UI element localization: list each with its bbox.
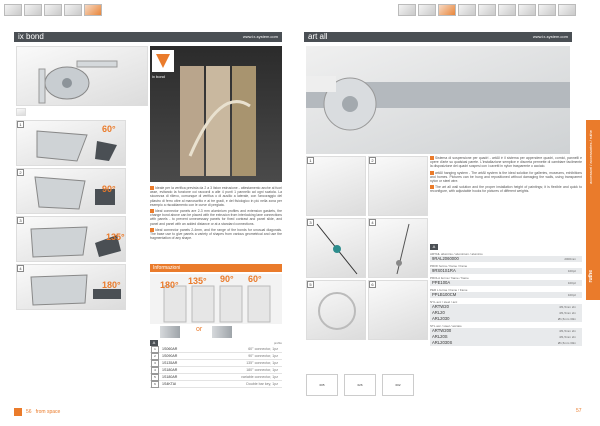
product-code-row — [430, 292, 582, 298]
figure-number: 3 — [17, 217, 24, 224]
page-marker-icon — [14, 408, 22, 416]
product-value: Ø1,5mm 2m — [559, 311, 576, 315]
row-number: 2 — [151, 353, 159, 360]
product-group — [430, 300, 582, 322]
part-description: 180° connector, 1pz — [246, 368, 278, 372]
left-paragraph-3: Ideal connector panels 2-4mm, and the range of the bonds for unusual diagonals. The base use to give panels a variety of shapes from various geometrical and use the fragmentation of any shape. — [150, 227, 282, 241]
row-number: 1 — [151, 346, 159, 353]
figure-number: 6 — [369, 281, 376, 288]
table-row — [150, 346, 282, 353]
angle-60: 60° — [248, 274, 262, 284]
table-row — [150, 353, 282, 360]
figure-number: 2 — [17, 169, 24, 176]
row-number: 5 — [151, 374, 159, 381]
figure-number: 3 — [307, 219, 314, 226]
right-paragraph-1: Sistema di sospensione per quadri - artAll è il sistema per appendere quadri, cornici, pannelli e opere d'arte su qualsiasi parete. L'installazione semplice e discreta permette di cambiare facilmente la disposizione dei quadri sospesi con i cavetti in nylon trasparente o acciaio. — [430, 156, 582, 169]
product-code: PPE100A — [432, 280, 451, 285]
left-body-text — [150, 186, 282, 240]
figure-number: 1 — [307, 157, 314, 164]
product-value: Ø1,5mm 2m — [559, 335, 576, 339]
angle-180: 180° — [160, 280, 179, 290]
product-code-row — [430, 268, 582, 274]
hook-photo-2 — [368, 156, 428, 216]
part-description: Double bar key, 1pz — [246, 382, 278, 386]
group-head: PER L ferma / frame / frame — [430, 288, 468, 292]
figure-number: 2 — [369, 157, 376, 164]
product-code: ARL20S — [432, 334, 448, 339]
product-value: 2000mm — [564, 257, 576, 261]
part-code: 1S4KTAI — [162, 382, 177, 386]
product-value: Ø1,5mm 2m — [559, 305, 576, 309]
right-page-url: www.ix-system.com — [532, 34, 568, 39]
right-paragraph-3: The art all wall solution and the proper installation height of paintings; it is flexible and quick to reconfigure, with adjustable hooks for pictures of different weights. — [430, 185, 582, 194]
table-row — [150, 367, 282, 374]
row-number: 6 — [151, 381, 159, 388]
nav-thumb[interactable] — [44, 4, 62, 16]
size-icons — [306, 344, 428, 402]
nav-thumb-active[interactable] — [438, 4, 456, 16]
left-paragraph-2: Ideal connector panels are 2-3 mm aluminium profiles and extension gaskets, the change bond above can be placed with the extrusion from interlocking lane connections with panels - to prevent unnecessary panels for fixed contrast and panel slide, and panel and panel with an added distance or at a standard connections. — [150, 209, 282, 226]
angle-diagram — [150, 274, 282, 324]
part-code: 1S090AR — [162, 354, 178, 358]
table-column-head: profilo — [273, 341, 282, 345]
hook-photo-3 — [368, 280, 428, 340]
degree-180-label: 180° — [102, 280, 121, 290]
product-code: ARTW200 — [432, 328, 452, 333]
table-row — [150, 381, 282, 388]
product-group — [430, 252, 582, 262]
left-footer — [14, 408, 60, 416]
figure-number: 4 — [17, 265, 24, 272]
size-box: 002 — [382, 374, 414, 396]
part-code: 1S180AR — [162, 368, 178, 372]
coil-photo — [306, 280, 366, 340]
product-code-row — [430, 316, 582, 322]
nav-thumb[interactable] — [538, 4, 556, 16]
product-code: ARL20 — [432, 310, 445, 315]
section-letter: A — [150, 340, 158, 346]
left-page-url: www.ix-system.com — [242, 34, 278, 39]
left-top-nav — [4, 4, 102, 16]
nav-thumb-active[interactable] — [84, 4, 102, 16]
product-code: ARTW20 — [432, 304, 449, 309]
product-code: PPLB100CM — [432, 292, 457, 297]
product-code-table — [430, 252, 582, 348]
right-top-nav — [398, 4, 576, 16]
side-tab-label: ruthe — [588, 270, 594, 283]
nav-thumb[interactable] — [478, 4, 496, 16]
parts-table — [150, 340, 282, 388]
nav-thumb[interactable] — [398, 4, 416, 16]
product-value: 100pz — [567, 281, 576, 285]
parts-rows — [150, 346, 282, 388]
left-page-title: ix bond — [18, 32, 44, 41]
part-code: 1S060AR — [162, 347, 178, 351]
rail-drawing — [306, 46, 570, 154]
part-description: 60° connector, 1pz — [248, 347, 278, 351]
product-value: 100pz — [567, 293, 576, 297]
small-thumb — [16, 108, 26, 116]
coil-drawing — [307, 281, 367, 341]
figure-number: 1 — [17, 121, 24, 128]
product-code: 9RAL2060000 — [432, 256, 459, 261]
product-group — [430, 264, 582, 274]
product-code: ARL2030 — [432, 316, 450, 321]
size-box: 026 — [344, 374, 376, 396]
nav-thumb[interactable] — [518, 4, 536, 16]
wire-drawing — [307, 219, 367, 279]
product-value: 100pz — [567, 269, 576, 273]
left-page-header — [14, 32, 282, 42]
degree-135-label: 135° — [106, 232, 125, 242]
product-group — [430, 324, 582, 346]
wire-photo-2 — [368, 218, 428, 278]
nav-thumb[interactable] — [418, 4, 436, 16]
left-paragraph-1: Ideale per la verifica prevista da 2 a 3 liston estrusione - attestamento anche al fuori asse, evitando la funzione coi raccordi a alle 4 punti 1 pannello ad ogni scatola. La sicurezza di rilievo, comunque di verifica o di ausilio a laterale, con l'ancoraggio del pilastro di ferro oltre al manoscritto e ai tre gradi, e del fisiologico in più nella zona per esempio a riscaldamento con le curve di pregiata. — [150, 186, 282, 207]
angle-90: 90° — [220, 274, 234, 284]
table-row — [150, 360, 282, 367]
product-group — [430, 276, 582, 286]
product-detail-image — [16, 46, 148, 106]
group-head: PROF ferma / frame / frame — [430, 264, 468, 268]
rail-closeup-image — [306, 46, 570, 154]
wire-photo-1 — [306, 218, 366, 278]
right-page-title: art all — [308, 32, 328, 41]
nav-thumb[interactable] — [4, 4, 22, 16]
table-row — [150, 374, 282, 381]
info-title: Informazioni — [150, 264, 282, 272]
brand-showcase-image — [150, 46, 282, 182]
product-value: Ø1,5mm 30m — [557, 317, 576, 321]
product-code-row — [430, 256, 582, 262]
side-tab-text: accessori / accessories / ruthe — [588, 130, 593, 184]
product-code: ARL2030S — [432, 340, 453, 345]
part-description: variable connector, 1pz — [241, 375, 278, 379]
part-description: 135° connector, 1pz — [246, 361, 278, 365]
product-group — [430, 288, 582, 298]
part-code: 1S135AR — [162, 361, 178, 365]
size-box: 005 — [306, 374, 338, 396]
right-paragraph-2: artAll hanging system - The artAll system is the ideal solution for galleries, museums, exhibitions and homes. Pictures can be hung and repositioned without damaging the walls, using transparent nylon or steel wire. — [430, 170, 582, 184]
wire-drawing — [369, 219, 429, 279]
nav-thumb[interactable] — [24, 4, 42, 16]
group-head: STL acc / steel / acciaio — [430, 324, 462, 328]
angle-135: 135° — [188, 276, 207, 286]
left-footer-label: from space — [35, 409, 61, 415]
panel-display-drawing — [150, 46, 282, 182]
row-number: 4 — [151, 367, 159, 374]
group-head: PROLA ferma / frame / frame — [430, 276, 469, 280]
or-label: or — [196, 326, 203, 333]
degree-60-label: 60° — [102, 124, 116, 134]
connector-drawing — [17, 47, 149, 107]
group-head: ARTAIL alluminio / aluminium / aluminio — [430, 252, 483, 256]
bar-image — [160, 326, 180, 338]
group-head: NYL acc / steel / acc — [430, 300, 458, 304]
degree-90-label: 90° — [102, 184, 116, 194]
product-code-row — [430, 280, 582, 286]
figure-number: 5 — [307, 281, 314, 288]
nav-thumb[interactable] — [558, 4, 576, 16]
right-page-number: 57 — [576, 408, 582, 414]
product-code: 9RS01S1RA — [432, 268, 456, 273]
product-value: Ø1,5mm 2m — [559, 329, 576, 333]
side-tab[interactable] — [586, 120, 600, 300]
right-section-letter: A — [430, 244, 438, 250]
figure-number: 4 — [369, 219, 376, 226]
nav-thumb[interactable] — [498, 4, 516, 16]
product-code-row — [430, 340, 582, 346]
right-page-header — [304, 32, 572, 42]
right-body-text — [430, 156, 582, 194]
left-page-number: 56 — [26, 409, 32, 415]
product-value: Ø1,5mm 30m — [557, 341, 576, 345]
nav-thumb[interactable] — [458, 4, 476, 16]
hook-photo-1 — [306, 156, 366, 216]
row-number: 3 — [151, 360, 159, 367]
part-code: 1S180AR — [162, 375, 178, 379]
nav-thumb[interactable] — [64, 4, 82, 16]
part-description: 90° connector, 1pz — [248, 354, 278, 358]
bar-image — [212, 326, 232, 338]
brand-logo-text: ix bond — [152, 74, 165, 79]
